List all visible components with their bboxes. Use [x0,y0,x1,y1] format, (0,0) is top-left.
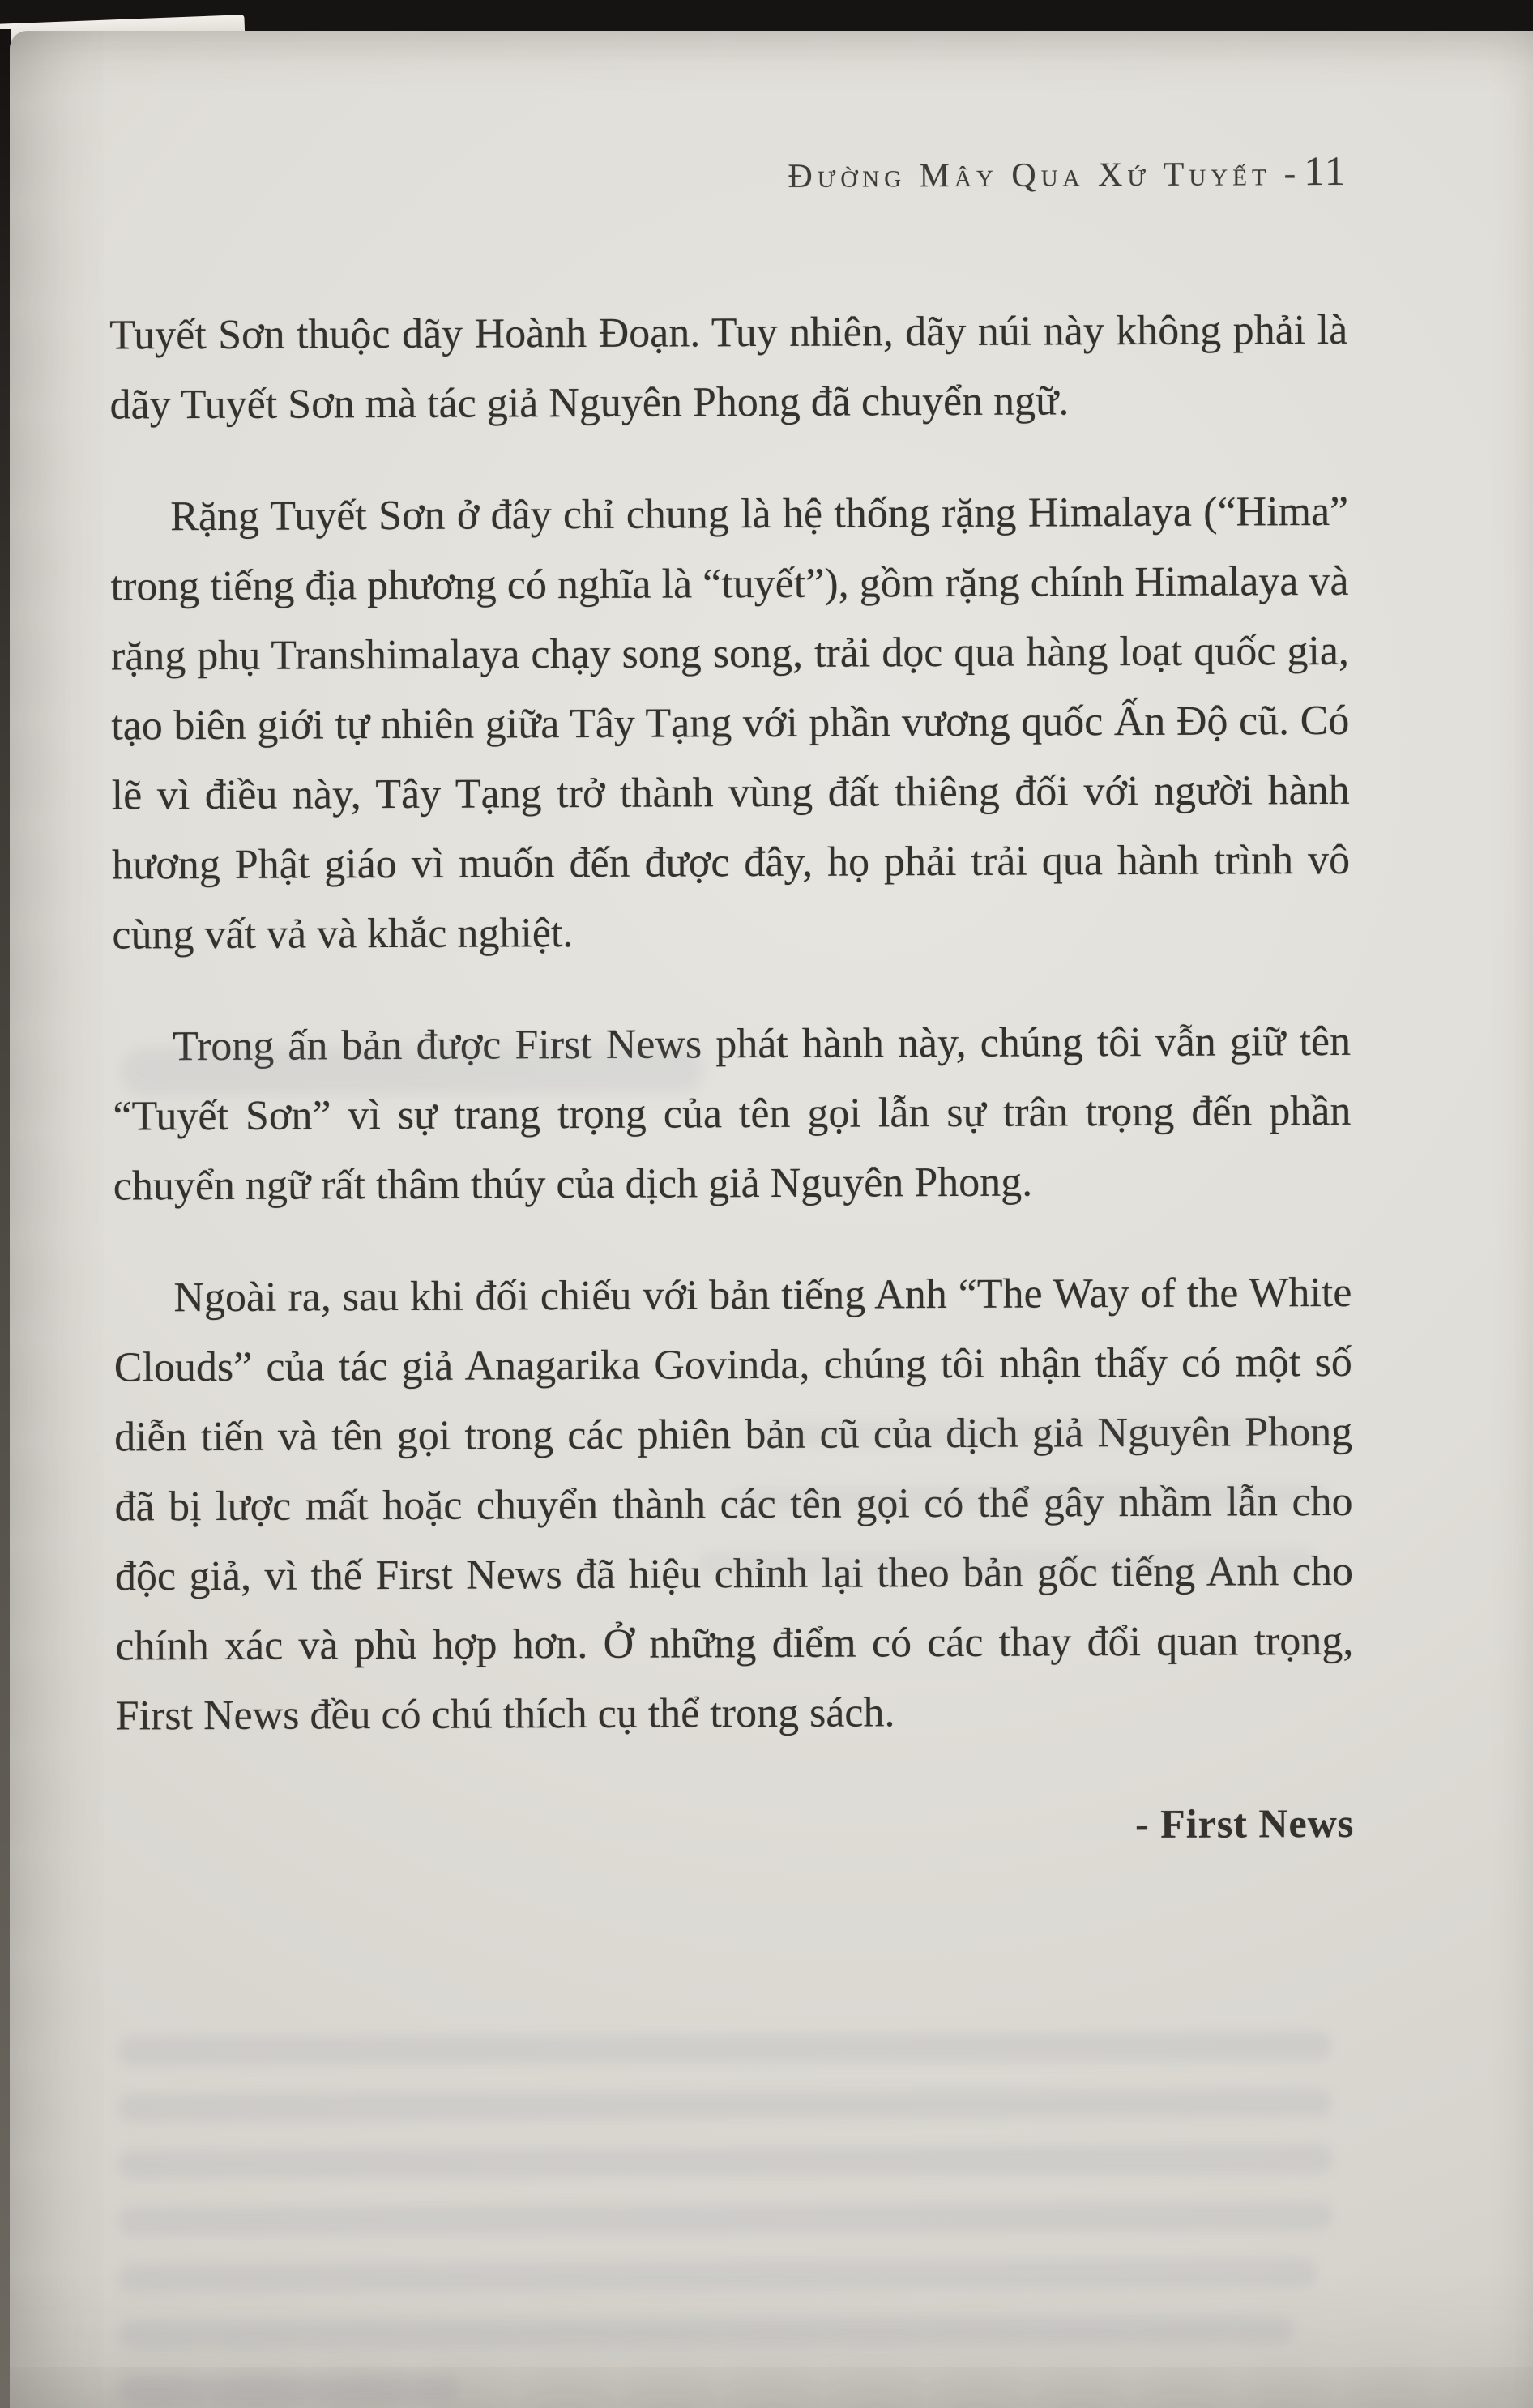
running-header [109,148,1347,201]
bleed-through-line [118,2258,1317,2292]
bleed-through-line [117,2145,1333,2180]
body-text [109,296,1355,1906]
page-number: 11 [1304,148,1347,195]
bleed-through-line [117,2031,1332,2066]
paragraph: Trong ấn bản được First News phát hành này, chúng tôi vẫn giữ tên “Tuyết Sơn” vì sự trang trọng của tên gọi lẫn sự trân trọng đến phần chuyển ngữ rất thâm thúy của dịch giả Nguyên Phong. [113,1018,1352,1210]
bleed-through-line [117,2088,1333,2123]
paragraph: Tuyết Sơn thuộc dãy Hoành Đoạn. Tuy nhiên, dãy núi này không phải là dãy Tuyết Sơn mà tác giả Nguyên Phong đã chuyển ngữ. [109,306,1348,429]
paragraph: Ngoài ra, sau khi đối chiếu với bản tiếng Anh “The Way of the White Clouds” của tác giả Anagarika Govinda, chúng tôi nhận thấy có một số diễn tiến và tên gọi trong các phiên bản cũ của dịch giả Nguyên Phong đã bị lược mất hoặc chuyển thành các tên gọi có thể gây nhầm lẫn cho độc giả, vì thế First News đã hiệu chỉnh lại theo bản gốc tiếng Anh cho chính xác và phù hợp hơn. Ở những điểm có các thay đổi quan trọng, First News đều có chú thích cụ thể trong sách. [113,1269,1354,1740]
running-header-separator: - [1283,153,1296,194]
book-page [10,31,1533,2408]
bleed-through-line [118,2315,1293,2349]
bleed-through-line [117,2201,1333,2236]
page-content [10,31,1533,2408]
bleed-through-line [118,2374,459,2405]
paragraph: Rặng Tuyết Sơn ở đây chỉ chung là hệ thống rặng Himalaya (“Hima” trong tiếng địa phương có nghĩa là “tuyết”), gồm rặng chính Himalaya và rặng phụ Transhimalaya chạy song song, trải dọc qua hàng loạt quốc gia, tạo biên giới tự nhiên giữa Tây Tạng với phần vương quốc Ấn Độ cũ. Có lẽ vì điều này, Tây Tạng trở thành vùng đất thiêng đối với người hành hương Phật giáo vì muốn đến được đây, họ phải trải qua hành trình vô cùng vất vả và khắc nghiệt. [110,488,1351,959]
publisher-signature: - First News [1134,1800,1355,1847]
running-header-title: Đường Mây Qua Xứ Tuyết [788,156,1271,195]
